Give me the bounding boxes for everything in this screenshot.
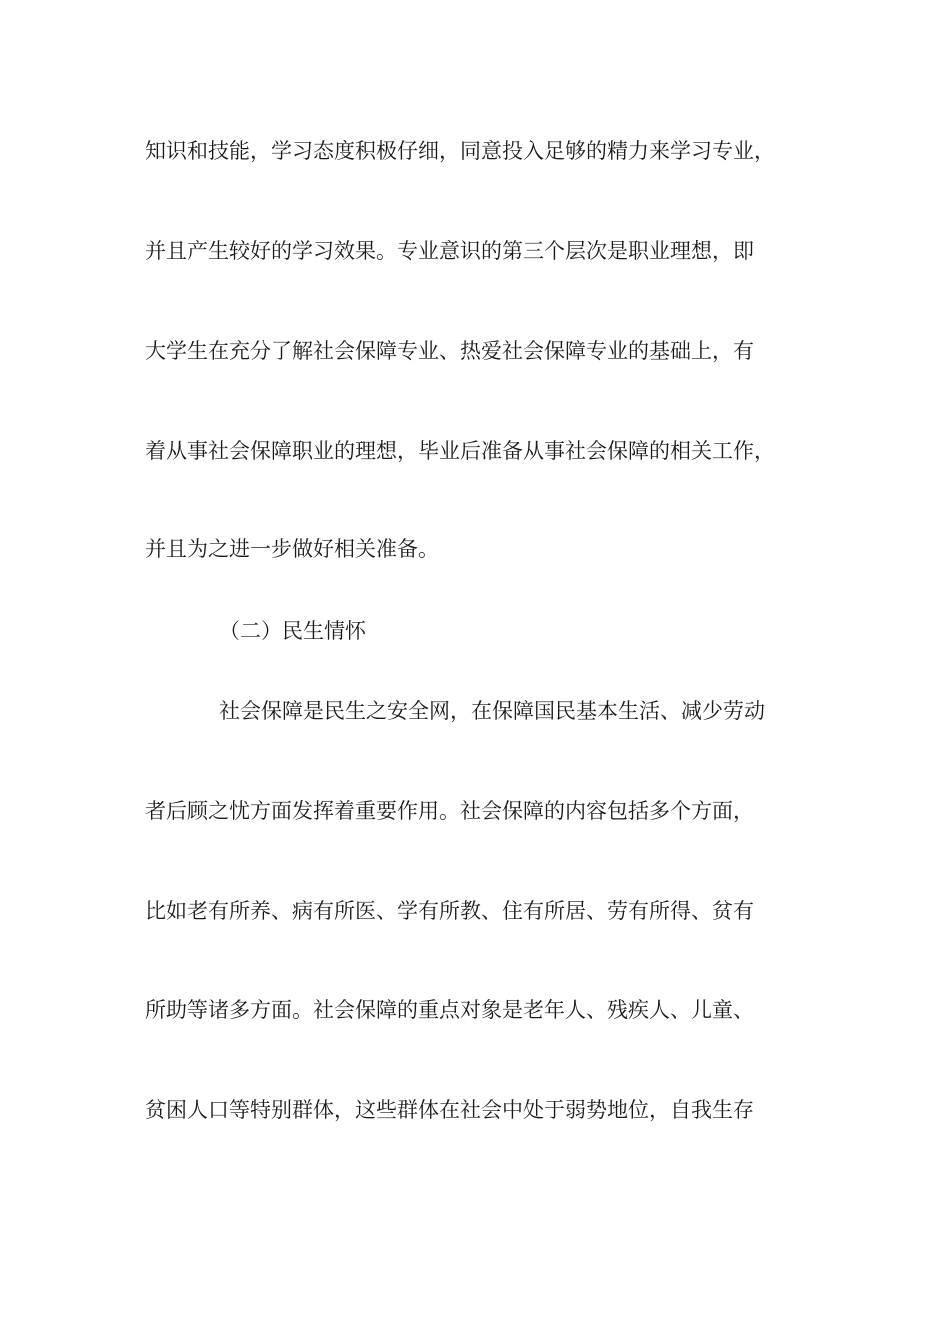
paragraph-first-line: 社会保障是民生之安全网，在保障国民基本生活、减少劳动 — [219, 699, 765, 723]
paragraph-line: 者后顾之忧方面发挥着重要作用。社会保障的内容包括多个方面， — [145, 799, 754, 823]
paragraph-line: 所助等诸多方面。社会保障的重点对象是老年人、残疾人、儿童、 — [145, 998, 754, 1022]
paragraph-line: 比如老有所养、病有所医、学有所教、住有所居、劳有所得、贫有 — [145, 899, 754, 923]
paragraph-line: 大学生在充分了解社会保障专业、热爱社会保障专业的基础上，有 — [145, 339, 754, 363]
paragraph-line: 知识和技能，学习态度积极仔细，同意投入足够的精力来学习专业， — [145, 139, 775, 163]
paragraph-line: 并且产生较好的学习效果。专业意识的第三个层次是职业理想，即 — [145, 239, 754, 263]
paragraph-line: 贫困人口等特别群体，这些群体在社会中处于弱势地位，自我生存 — [145, 1098, 754, 1122]
section-heading: （二）民生情怀 — [219, 619, 366, 643]
paragraph-line: 并且为之进一步做好相关准备。 — [145, 537, 439, 561]
paragraph-line: 着从事社会保障职业的理想，毕业后准备从事社会保障的相关工作， — [145, 439, 775, 463]
